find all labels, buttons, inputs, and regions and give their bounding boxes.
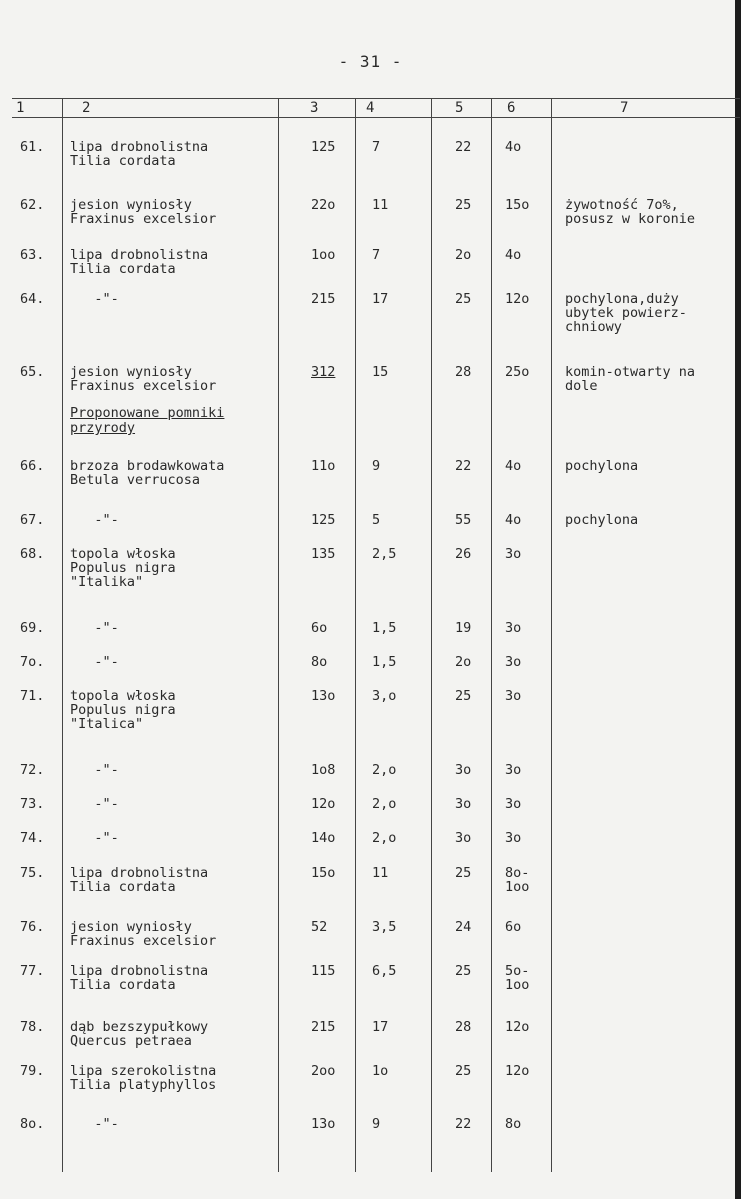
cell-col-4: 3,5 (372, 919, 397, 935)
cell-col-4: 2,o (372, 762, 397, 778)
column-divider-6 (551, 98, 552, 1172)
row-number: 76. (20, 919, 45, 935)
cell-col-4: 7 (372, 247, 381, 263)
cell-col-5: 26 (455, 546, 472, 562)
species-name: topola włoska Populus nigra "Italika" (70, 546, 176, 590)
cell-col-4: 11 (372, 865, 389, 881)
cell-col-3: 312 (311, 364, 336, 380)
column-divider-1 (62, 98, 63, 1172)
row-number: 67. (20, 512, 45, 528)
cell-col-5: 22 (455, 139, 472, 155)
cell-col-4: 2,5 (372, 546, 397, 562)
cell-col-3: 52 (311, 919, 328, 935)
cell-col-3: 12o (311, 796, 336, 812)
cell-col-5: 2o (455, 654, 472, 670)
species-name: lipa drobnolistna Tilia cordata (70, 865, 209, 895)
cell-col-5: 25 (455, 1063, 472, 1079)
species-name: lipa drobnolistna Tilia cordata (70, 139, 209, 169)
species-name: -"- (70, 620, 119, 636)
cell-col-4: 1o (372, 1063, 389, 1079)
column-divider-2 (278, 98, 279, 1172)
cell-col-6: 3o (505, 688, 522, 704)
cell-col-6: 3o (505, 546, 522, 562)
cell-col-4: 17 (372, 1019, 389, 1035)
cell-col-3: 13o (311, 688, 336, 704)
cell-col-6: 4o (505, 458, 522, 474)
cell-col-3: 135 (311, 546, 336, 562)
cell-col-6: 3o (505, 830, 522, 846)
species-name: -"- (70, 654, 119, 670)
row-number: 69. (20, 620, 45, 636)
cell-col-6: 8o (505, 1116, 522, 1132)
cell-col-4: 15 (372, 364, 389, 380)
row-number: 8o. (20, 1116, 45, 1132)
header-col-1: 1 (16, 100, 25, 116)
cell-col-6: 5o- 1oo (505, 963, 530, 993)
species-name: jesion wyniosły Fraxinus excelsior (70, 197, 217, 227)
row-number: 79. (20, 1063, 45, 1079)
cell-col-6: 3o (505, 654, 522, 670)
cell-col-5: 28 (455, 1019, 472, 1035)
cell-col-6: 12o (505, 1063, 530, 1079)
cell-col-3: 215 (311, 1019, 336, 1035)
remarks: żywotność 7o%, posusz w koronie (565, 197, 696, 227)
cell-col-6: 3o (505, 796, 522, 812)
cell-col-4: 7 (372, 139, 381, 155)
row-number: 75. (20, 865, 45, 881)
cell-col-6: 25o (505, 364, 530, 380)
cell-col-5: 24 (455, 919, 472, 935)
cell-col-3: 215 (311, 291, 336, 307)
cell-col-6: 12o (505, 1019, 530, 1035)
species-name: -"- (70, 830, 119, 846)
row-number: 64. (20, 291, 45, 307)
remarks: pochylona (565, 458, 639, 474)
species-name: -"- (70, 512, 119, 528)
header-top-rule (12, 98, 740, 99)
row-number: 72. (20, 762, 45, 778)
cell-col-4: 2,o (372, 830, 397, 846)
cell-col-5: 22 (455, 458, 472, 474)
header-bottom-rule (12, 117, 740, 118)
cell-col-6: 12o (505, 291, 530, 307)
scan-edge (735, 0, 741, 1199)
cell-col-3: 2oo (311, 1063, 336, 1079)
row-number: 78. (20, 1019, 45, 1035)
cell-col-6: 3o (505, 762, 522, 778)
cell-col-3: 15o (311, 865, 336, 881)
cell-col-3: 1oo (311, 247, 336, 263)
cell-col-6: 4o (505, 139, 522, 155)
remarks: komin-otwarty na dole (565, 364, 696, 394)
cell-col-6: 4o (505, 247, 522, 263)
cell-col-5: 25 (455, 688, 472, 704)
cell-col-5: 3o (455, 830, 472, 846)
header-col-7: 7 (620, 100, 629, 116)
cell-col-3: 115 (311, 963, 336, 979)
cell-col-5: 28 (455, 364, 472, 380)
cell-col-4: 11 (372, 197, 389, 213)
species-name: lipa drobnolistna Tilia cordata (70, 963, 209, 993)
cell-col-3: 13o (311, 1116, 336, 1132)
cell-col-3: 6o (311, 620, 328, 636)
cell-col-4: 6,5 (372, 963, 397, 979)
row-number: 77. (20, 963, 45, 979)
row-number: 71. (20, 688, 45, 704)
header-col-4: 4 (366, 100, 375, 116)
row-number: 68. (20, 546, 45, 562)
cell-col-6: 4o (505, 512, 522, 528)
header-col-5: 5 (455, 100, 464, 116)
cell-col-5: 55 (455, 512, 472, 528)
cell-col-4: 2,o (372, 796, 397, 812)
cell-col-3: 125 (311, 139, 336, 155)
cell-col-5: 19 (455, 620, 472, 636)
row-number: 62. (20, 197, 45, 213)
cell-col-4: 17 (372, 291, 389, 307)
cell-col-4: 1,5 (372, 620, 397, 636)
cell-col-3: 11o (311, 458, 336, 474)
cell-col-3: 8o (311, 654, 328, 670)
column-divider-5 (491, 98, 492, 1172)
species-name: -"- (70, 291, 119, 307)
remarks: pochylona,duży ubytek powierz- chniowy (565, 291, 687, 335)
species-name: topola włoska Populus nigra "Italica" (70, 688, 176, 732)
header-col-3: 3 (310, 100, 319, 116)
cell-col-6: 3o (505, 620, 522, 636)
species-name: jesion wyniosły Fraxinus excelsior (70, 364, 217, 394)
species-name: -"- (70, 762, 119, 778)
row-number: 7o. (20, 654, 45, 670)
cell-col-5: 2o (455, 247, 472, 263)
cell-col-5: 22 (455, 1116, 472, 1132)
cell-col-5: 25 (455, 197, 472, 213)
cell-col-4: 1,5 (372, 654, 397, 670)
page-number: - 31 - (338, 52, 403, 71)
cell-col-5: 25 (455, 291, 472, 307)
species-name: lipa drobnolistna Tilia cordata (70, 247, 209, 277)
species-name: dąb bezszypułkowy Quercus petraea (70, 1019, 209, 1049)
cell-col-3: 22o (311, 197, 336, 213)
row-number: 74. (20, 830, 45, 846)
row-number: 65. (20, 364, 45, 380)
header-col-6: 6 (507, 100, 516, 116)
species-name: jesion wyniosły Fraxinus excelsior (70, 919, 217, 949)
header-col-2: 2 (82, 100, 91, 116)
cell-col-5: 3o (455, 762, 472, 778)
cell-col-6: 8o- 1oo (505, 865, 530, 895)
cell-col-4: 9 (372, 1116, 381, 1132)
row-number: 66. (20, 458, 45, 474)
cell-col-6: 6o (505, 919, 522, 935)
cell-col-5: 3o (455, 796, 472, 812)
row-number: 61. (20, 139, 45, 155)
species-name: lipa szerokolistna Tilia platyphyllos (70, 1063, 217, 1093)
cell-col-4: 3,o (372, 688, 397, 704)
species-name: -"- (70, 796, 119, 812)
column-divider-4 (431, 98, 432, 1172)
row-number: 63. (20, 247, 45, 263)
cell-col-5: 25 (455, 865, 472, 881)
cell-col-3: 125 (311, 512, 336, 528)
cell-col-5: 25 (455, 963, 472, 979)
cell-col-6: 15o (505, 197, 530, 213)
cell-col-3: 1o8 (311, 762, 336, 778)
species-name: -"- (70, 1116, 119, 1132)
cell-col-4: 9 (372, 458, 381, 474)
section-label: Proponowane pomniki przyrody (70, 405, 225, 436)
row-number: 73. (20, 796, 45, 812)
cell-col-4: 5 (372, 512, 381, 528)
cell-col-3: 14o (311, 830, 336, 846)
species-name: brzoza brodawkowata Betula verrucosa (70, 458, 225, 488)
remarks: pochylona (565, 512, 639, 528)
column-divider-3 (355, 98, 356, 1172)
